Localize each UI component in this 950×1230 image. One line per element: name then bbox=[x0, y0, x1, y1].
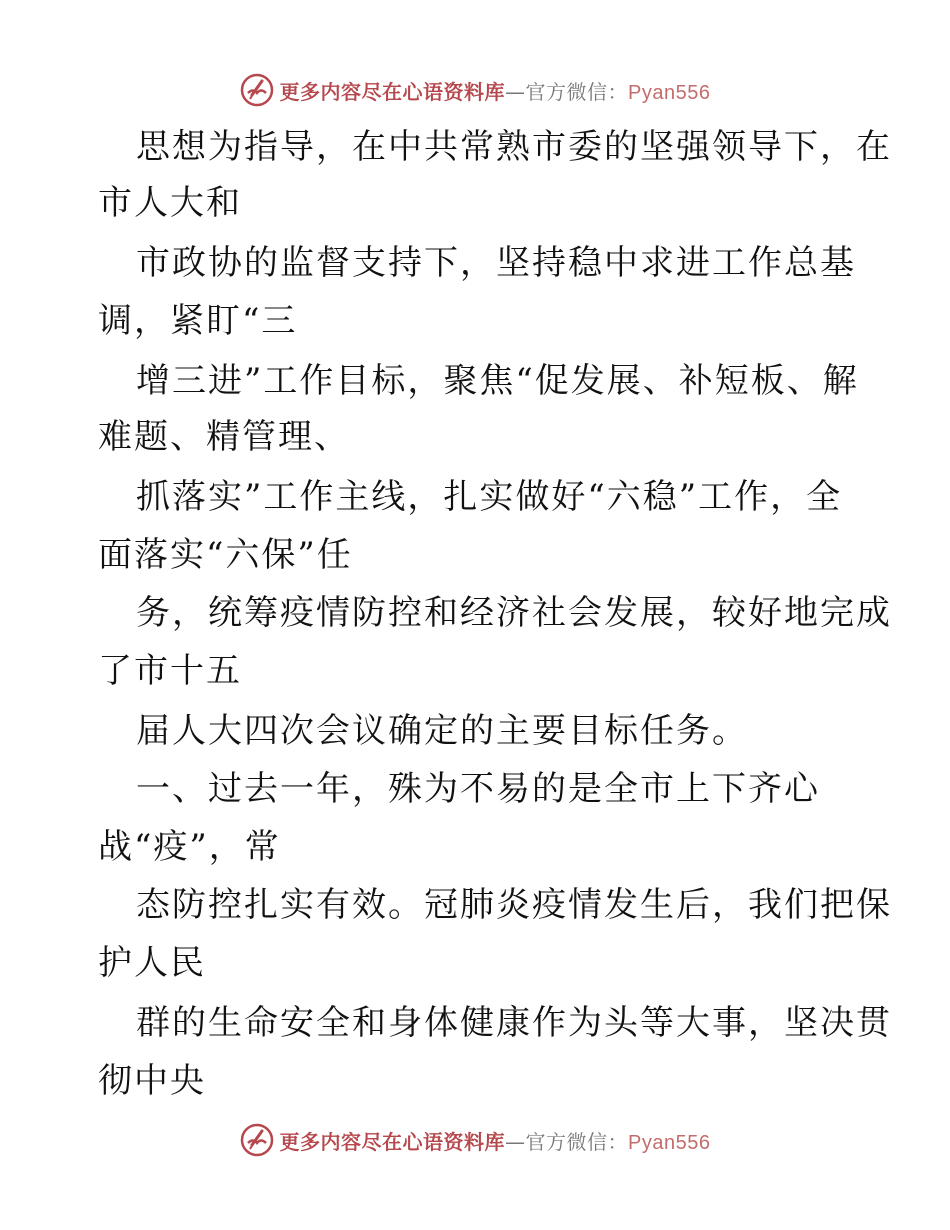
header-text bbox=[280, 76, 711, 105]
header-banner bbox=[0, 70, 950, 110]
body-line: 务，统筹疫情防控和经济社会发展，较好地完成 bbox=[136, 593, 892, 633]
body-line: 届人大四次会议确定的主要目标任务。 bbox=[136, 711, 748, 751]
header-wechat-id: Pyan556 bbox=[628, 81, 711, 104]
body-line: 难题、精管理、 bbox=[98, 417, 350, 457]
header-brand: 更多内容尽在心语资料库 bbox=[279, 79, 506, 104]
body-line: 了市十五 bbox=[98, 651, 242, 691]
footer-wechat-id: Pyan556 bbox=[628, 1131, 711, 1154]
footer-text bbox=[280, 1126, 711, 1155]
book-pen-icon bbox=[240, 73, 274, 107]
footer-brand: 更多内容尽在心语资料库 bbox=[279, 1129, 506, 1154]
body-line: 增三进”工作目标，聚焦“促发展、补短板、解 bbox=[136, 361, 859, 401]
body-line: 护人民 bbox=[98, 943, 206, 983]
footer-wechat-label: 官方微信： bbox=[525, 1129, 629, 1154]
header-wechat-label: 官方微信： bbox=[525, 79, 629, 104]
body-line: 态防控扎实有效。冠肺炎疫情发生后，我们把保 bbox=[136, 885, 892, 925]
body-line: 思想为指导，在中共常熟市委的坚强领导下，在 bbox=[136, 127, 892, 167]
body-line: 调，紧盯“三 bbox=[98, 301, 298, 341]
footer-banner bbox=[0, 1120, 950, 1160]
header-separator: — bbox=[505, 79, 526, 104]
body-line: 面落实“六保”任 bbox=[98, 535, 353, 575]
body-line: 战“疫”，常 bbox=[98, 827, 281, 867]
body-line: 一、过去一年，殊为不易的是全市上下齐心 bbox=[136, 769, 820, 809]
body-line: 彻中央 bbox=[98, 1061, 206, 1101]
body-line: 抓落实”工作主线，扎实做好“六稳”工作，全 bbox=[136, 477, 843, 517]
body-line: 市政协的监督支持下，坚持稳中求进工作总基 bbox=[136, 243, 856, 283]
body-line: 市人大和 bbox=[98, 183, 242, 223]
footer-separator: — bbox=[505, 1129, 526, 1154]
body-line: 群的生命安全和身体健康作为头等大事，坚决贯 bbox=[136, 1003, 892, 1043]
book-pen-icon bbox=[240, 1123, 274, 1157]
